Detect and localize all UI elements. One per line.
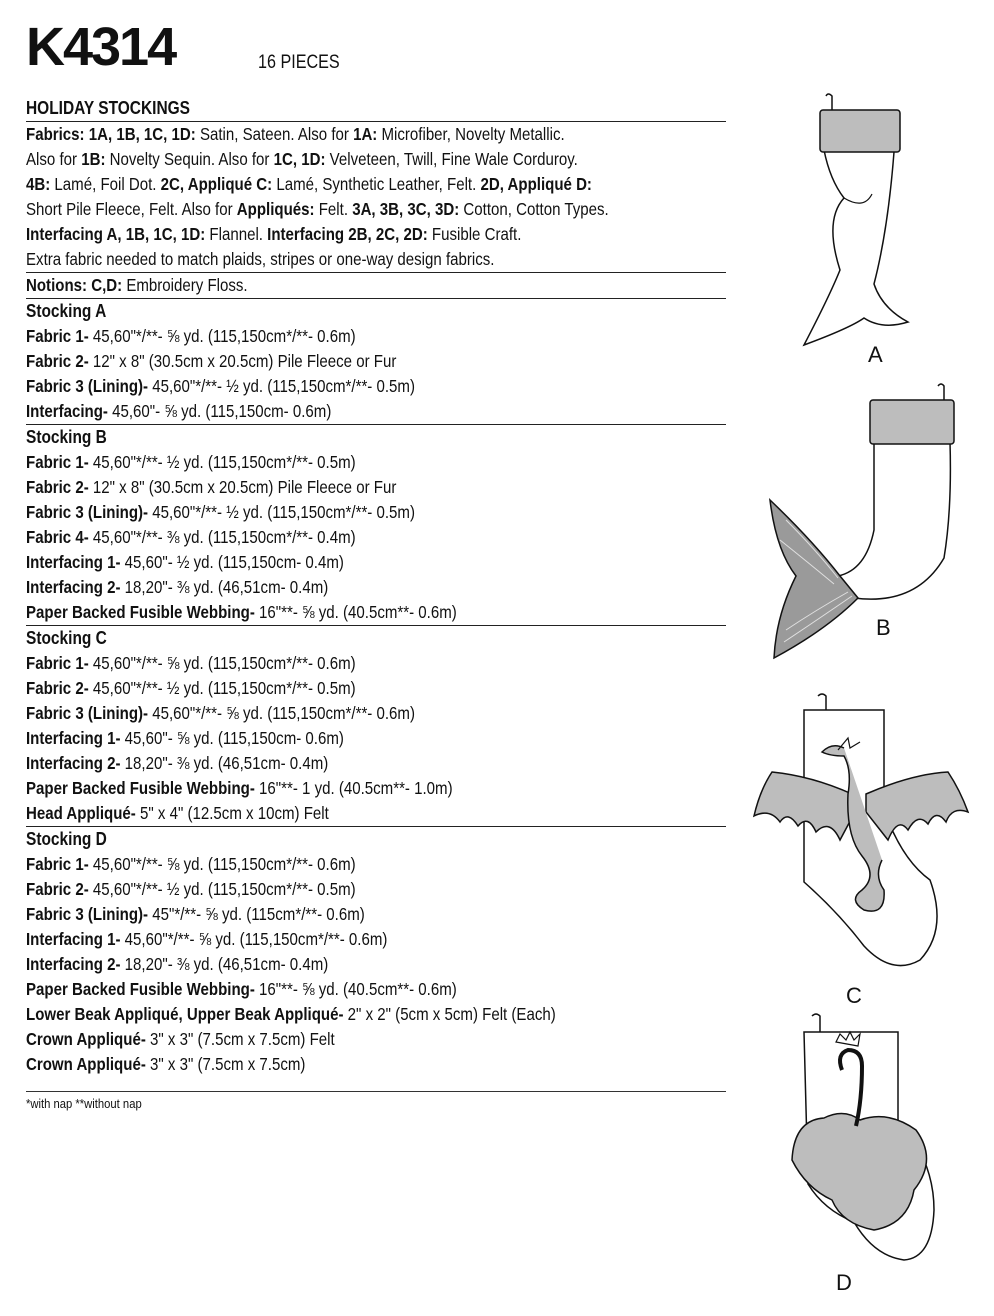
text-run: Cotton, Cotton Types. — [459, 199, 609, 219]
stocking-title: Stocking D — [26, 829, 107, 849]
requirement-row — [26, 600, 628, 625]
requirement-row — [26, 902, 628, 927]
requirement-row — [26, 977, 628, 1002]
requirement-row — [26, 374, 628, 399]
bold-label: Fabric 3 (Lining)- — [26, 904, 149, 924]
bold-label: Paper Backed Fusible Webbing- — [26, 778, 255, 798]
bold-label: 1C, 1D: — [273, 149, 326, 169]
notions-line — [26, 273, 628, 298]
text-run: 16"**- ⅝ yd. (40.5cm**- 0.6m) — [254, 979, 457, 999]
requirement-row — [26, 751, 628, 776]
notions-label: Notions: C,D: — [26, 275, 123, 295]
text-run: 45,60"*/**- ⅝ yd. (115,150cm*/**- 0.6m) — [88, 326, 356, 346]
fabrics-block — [26, 122, 726, 272]
bold-label: Fabric 1- — [26, 854, 89, 874]
divider — [26, 1091, 726, 1092]
bold-label: Interfacing 2- — [26, 577, 121, 597]
fabrics-line — [26, 222, 628, 247]
text-run: 45,60"*/**- ½ yd. (115,150cm*/**- 0.5m) — [88, 678, 356, 698]
requirement-row — [26, 952, 628, 977]
requirement-row — [26, 801, 628, 826]
requirement-row — [26, 450, 628, 475]
label-d: D — [836, 1270, 852, 1295]
fabrics-line — [26, 197, 628, 222]
bold-label: 1B: — [81, 149, 106, 169]
bold-label: 4B: — [26, 174, 51, 194]
text-run: 45,60"- ⅝ yd. (115,150cm- 0.6m) — [107, 401, 332, 421]
text-run: Extra fabric needed to match plaids, stripes or one-way design fabrics. — [26, 249, 495, 269]
text-run: Felt. — [314, 199, 353, 219]
pattern-code: K4314 — [26, 17, 176, 77]
bold-label: Fabric 3 (Lining)- — [26, 703, 149, 723]
stocking-title: Stocking B — [26, 427, 107, 447]
stocking-title: Stocking A — [26, 301, 107, 321]
text-run: 3" x 3" (7.5cm x 7.5cm) — [145, 1054, 306, 1074]
label-a: A — [868, 342, 883, 367]
text-run: Short Pile Fleece, Felt. Also for — [26, 199, 237, 219]
bold-label: Fabric 3 (Lining)- — [26, 502, 149, 522]
text-run: 45"*/**- ⅝ yd. (115cm*/**- 0.6m) — [148, 904, 365, 924]
pattern-title: HOLIDAY STOCKINGS — [26, 98, 191, 118]
bold-label: Fabric 2- — [26, 678, 89, 698]
requirement-row — [26, 927, 628, 952]
text-run: Satin, Sateen. Also for — [195, 124, 354, 144]
text-run: Also for — [26, 149, 82, 169]
bold-label: 2C, Appliqué C: — [160, 174, 273, 194]
bold-label: Fabric 3 (Lining)- — [26, 376, 149, 396]
bold-label: Interfacing 2- — [26, 753, 121, 773]
stocking-b-illustration — [766, 380, 966, 662]
bold-label: Interfacing 2B, 2C, 2D: — [267, 224, 428, 244]
bold-label: 2D, Appliqué D: — [480, 174, 592, 194]
bold-label: Interfacing 1- — [26, 552, 121, 572]
bold-label: Fabrics: 1A, 1B, 1C, 1D: — [26, 124, 196, 144]
requirement-row — [26, 500, 628, 525]
bold-label: Fabric 1- — [26, 452, 89, 472]
text-run: Lamé, Foil Dot. — [50, 174, 161, 194]
text-run: 3" x 3" (7.5cm x 7.5cm) Felt — [145, 1029, 335, 1049]
bold-label: Fabric 1- — [26, 653, 89, 673]
requirement-row — [26, 1052, 628, 1077]
requirement-row — [26, 651, 628, 676]
label-c: C — [846, 983, 862, 1008]
text-run: 45,60"*/**- ½ yd. (115,150cm*/**- 0.5m) — [148, 502, 415, 522]
bold-label: Paper Backed Fusible Webbing- — [26, 979, 255, 999]
text-run: 16"**- 1 yd. (40.5cm**- 1.0m) — [254, 778, 453, 798]
text-run: 45,60"*/**- ½ yd. (115,150cm*/**- 0.5m) — [88, 879, 356, 899]
text-run: 45,60"*/**- ½ yd. (115,150cm*/**- 0.5m) — [148, 376, 415, 396]
fabrics-line — [26, 147, 628, 172]
requirement-row — [26, 349, 628, 374]
stocking-title: Stocking C — [26, 628, 107, 648]
requirement-row — [26, 726, 628, 751]
bold-label: Interfacing 2- — [26, 954, 121, 974]
bold-label: Paper Backed Fusible Webbing- — [26, 602, 255, 622]
text-run: 18,20"- ⅜ yd. (46,51cm- 0.4m) — [120, 577, 329, 597]
text-run: 18,20"- ⅜ yd. (46,51cm- 0.4m) — [120, 954, 329, 974]
requirement-row — [26, 1027, 628, 1052]
requirement-row — [26, 399, 628, 424]
requirement-row — [26, 324, 628, 349]
text-run: 45,60"*/**- ⅝ yd. (115,150cm*/**- 0.6m) — [120, 929, 388, 949]
text-run: 12" x 8" (30.5cm x 20.5cm) Pile Fleece or Fur — [88, 477, 397, 497]
text-run: Velveteen, Twill, Fine Wale Corduroy. — [325, 149, 578, 169]
requirement-row — [26, 676, 628, 701]
footnote: *with nap **without nap — [26, 1097, 142, 1111]
text-run: 45,60"*/**- ⅝ yd. (115,150cm*/**- 0.6m) — [148, 703, 415, 723]
text-run: 5" x 4" (12.5cm x 10cm) Felt — [135, 803, 329, 823]
bold-label: Interfacing A, 1B, 1C, 1D: — [26, 224, 206, 244]
stocking-c-illustration — [752, 690, 972, 972]
text-run: 2" x 2" (5cm x 5cm) Felt (Each) — [343, 1004, 556, 1024]
label-b: B — [876, 615, 891, 640]
fabrics-line — [26, 172, 628, 197]
bold-label: 3A, 3B, 3C, 3D: — [352, 199, 460, 219]
text-run: 45,60"- ⅝ yd. (115,150cm- 0.6m) — [120, 728, 344, 748]
bold-label: Crown Appliqué- — [26, 1029, 146, 1049]
bold-label: Fabric 1- — [26, 326, 89, 346]
text-run: Novelty Sequin. Also for — [105, 149, 274, 169]
requirement-row — [26, 1002, 628, 1027]
piece-count: 16 PIECES — [258, 52, 340, 73]
text-run: 45,60"*/**- ⅝ yd. (115,150cm*/**- 0.6m) — [88, 854, 356, 874]
bold-label: Appliqués: — [236, 199, 315, 219]
text-run: 45,60"*/**- ⅝ yd. (115,150cm*/**- 0.6m) — [88, 653, 356, 673]
requirement-row — [26, 776, 628, 801]
text-run: 45,60"*/**- ½ yd. (115,150cm*/**- 0.5m) — [88, 452, 356, 472]
bold-label: Interfacing 1- — [26, 728, 121, 748]
bold-label: Interfacing 1- — [26, 929, 121, 949]
requirement-row — [26, 701, 628, 726]
requirements-text — [26, 96, 726, 1113]
bold-label: Fabric 2- — [26, 351, 89, 371]
notions-text: Embroidery Floss. — [122, 275, 248, 295]
text-run: 16"**- ⅝ yd. (40.5cm**- 0.6m) — [254, 602, 457, 622]
text-run: 12" x 8" (30.5cm x 20.5cm) Pile Fleece or Fur — [88, 351, 397, 371]
requirement-row — [26, 525, 628, 550]
stocking-d-illustration — [784, 1010, 954, 1272]
text-run: Lamé, Synthetic Leather, Felt. — [272, 174, 481, 194]
text-run: 18,20"- ⅜ yd. (46,51cm- 0.4m) — [120, 753, 329, 773]
requirement-row — [26, 575, 628, 600]
requirement-row — [26, 550, 628, 575]
bold-label: Fabric 2- — [26, 879, 89, 899]
text-run: 45,60"- ½ yd. (115,150cm- 0.4m) — [120, 552, 344, 572]
requirement-row — [26, 475, 628, 500]
text-run: Flannel. — [205, 224, 268, 244]
bold-label: 1A: — [353, 124, 378, 144]
text-run: Fusible Craft. — [427, 224, 522, 244]
fabrics-line — [26, 122, 628, 147]
bold-label: Interfacing- — [26, 401, 108, 421]
bold-label: Crown Appliqué- — [26, 1054, 146, 1074]
stocking-a-illustration — [790, 90, 930, 380]
bold-label: Lower Beak Appliqué, Upper Beak Appliqué- — [26, 1004, 344, 1024]
bold-label: Fabric 2- — [26, 477, 89, 497]
bold-label: Fabric 4- — [26, 527, 89, 547]
fabrics-line — [26, 247, 628, 272]
bold-label: Head Appliqué- — [26, 803, 136, 823]
text-run: 45,60"*/**- ⅜ yd. (115,150cm*/**- 0.4m) — [88, 527, 356, 547]
requirement-row — [26, 877, 628, 902]
stockings-block — [26, 299, 726, 1077]
requirement-row — [26, 852, 628, 877]
text-run: Microfiber, Novelty Metallic. — [377, 124, 565, 144]
